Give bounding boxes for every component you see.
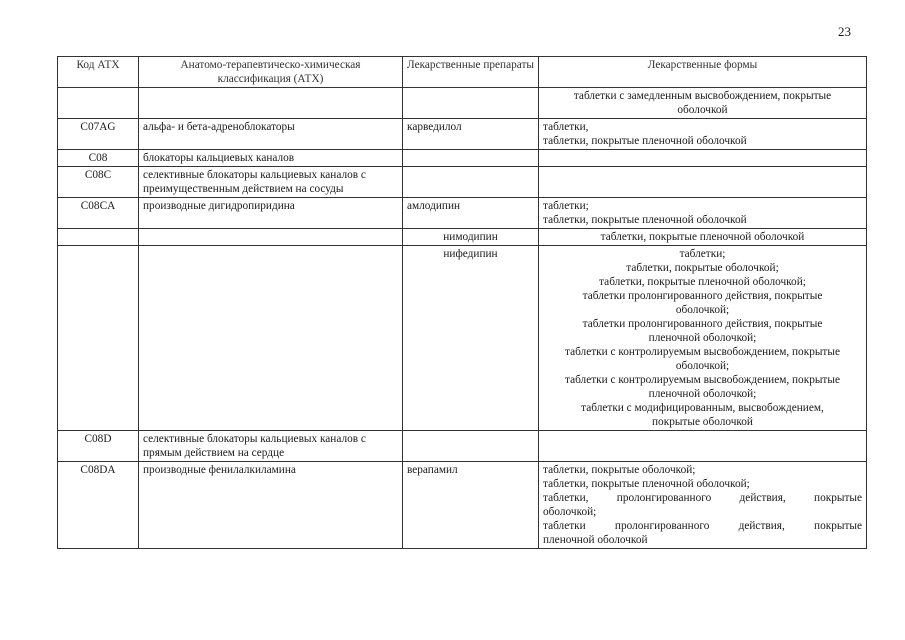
atx-name: производные фенилалкиламина <box>139 462 403 549</box>
header-classification: Анатомо-терапевтическо-химическая классификация (АТХ) <box>139 57 403 88</box>
dosage-form-line: пленочной оболочкой; <box>648 332 757 344</box>
dosage-form-line: таблетки с модифицированным, высвобождением, <box>581 402 824 414</box>
atx-name: производные дигидропиридина <box>139 198 403 229</box>
drug-name: нимодипин <box>403 229 539 246</box>
dosage-form-line: таблетки; <box>543 200 589 212</box>
dosage-form-line: таблетки, покрытые пленочной оболочкой <box>543 135 747 147</box>
drug-name: карведилол <box>403 119 539 150</box>
atx-name: альфа- и бета-адреноблокаторы <box>139 119 403 150</box>
atx-drug-table <box>57 56 867 549</box>
header-drugs: Лекарственные препараты <box>403 57 539 88</box>
dosage-forms <box>539 198 867 229</box>
dosage-form-line: таблетки, пролонгированного действия, покрытые <box>543 492 862 504</box>
atx-name: селективные блокаторы кальциевых каналов с преимущественным действием на сосуды <box>139 167 403 198</box>
drug-name <box>403 88 539 119</box>
atx-name <box>139 246 403 431</box>
drug-name <box>403 150 539 167</box>
dosage-forms <box>539 150 867 167</box>
dosage-form-line: таблетки пролонгированного действия, покрытые <box>582 318 823 330</box>
dosage-form-line: таблетки с контролируемым высвобождением, покрытые <box>565 374 840 386</box>
table-row <box>58 246 867 431</box>
table-header-row <box>58 57 867 88</box>
dosage-form-line: покрытые оболочкой <box>652 416 753 428</box>
dosage-form-line: таблетки, покрытые оболочкой; <box>626 262 779 274</box>
atx-code <box>58 88 139 119</box>
atx-name <box>139 229 403 246</box>
dosage-form-line: таблетки пролонгированного действия, покрытые <box>543 520 862 532</box>
table-row <box>58 462 867 549</box>
dosage-forms <box>539 167 867 198</box>
table-row <box>58 119 867 150</box>
dosage-form-line: таблетки с замедленным высвобождением, покрытые <box>573 90 832 102</box>
header-forms: Лекарственные формы <box>539 57 867 88</box>
header-code: Код АТХ <box>58 57 139 88</box>
dosage-forms <box>539 246 867 431</box>
dosage-form-line: оболочкой; <box>675 360 730 372</box>
drug-name <box>403 167 539 198</box>
dosage-form-line: таблетки, покрытые оболочкой; <box>543 464 696 476</box>
dosage-form-line: оболочкой; <box>543 506 597 518</box>
atx-code: C07AG <box>58 119 139 150</box>
atx-name <box>139 88 403 119</box>
dosage-form-line: пленочной оболочкой <box>543 534 648 546</box>
dosage-form-line: таблетки; <box>679 248 726 260</box>
drug-name: амлодипин <box>403 198 539 229</box>
table-row <box>58 229 867 246</box>
atx-code: C08D <box>58 431 139 462</box>
dosage-form-line: таблетки, покрытые пленочной оболочкой <box>600 231 805 243</box>
page-number: 23 <box>838 24 851 39</box>
atx-code: C08CA <box>58 198 139 229</box>
table-row <box>58 431 867 462</box>
drug-name: нифедипин <box>403 246 539 431</box>
drug-name <box>403 431 539 462</box>
table-row <box>58 198 867 229</box>
dosage-form-line: оболочкой; <box>675 304 730 316</box>
atx-name: блокаторы кальциевых каналов <box>139 150 403 167</box>
dosage-form-line: таблетки, <box>543 121 589 133</box>
dosage-forms <box>539 431 867 462</box>
dosage-forms <box>539 119 867 150</box>
atx-code: C08DA <box>58 462 139 549</box>
table-row <box>58 167 867 198</box>
dosage-forms <box>539 229 867 246</box>
drug-name: верапамил <box>403 462 539 549</box>
dosage-form-line: пленочной оболочкой; <box>648 388 757 400</box>
dosage-forms <box>539 88 867 119</box>
atx-code: C08 <box>58 150 139 167</box>
dosage-form-line: оболочкой <box>677 104 728 116</box>
atx-code <box>58 246 139 431</box>
table-row <box>58 150 867 167</box>
dosage-form-line: таблетки, покрытые пленочной оболочкой; <box>599 276 806 288</box>
atx-name: селективные блокаторы кальциевых каналов с прямым действием на сердце <box>139 431 403 462</box>
atx-code <box>58 229 139 246</box>
dosage-forms <box>539 462 867 549</box>
dosage-form-line: таблетки с контролируемым высвобождением, покрытые <box>565 346 840 358</box>
dosage-form-line: таблетки пролонгированного действия, покрытые <box>582 290 823 302</box>
dosage-form-line: таблетки, покрытые пленочной оболочкой; <box>543 478 750 490</box>
table-row <box>58 88 867 119</box>
atx-code: C08C <box>58 167 139 198</box>
dosage-form-line: таблетки, покрытые пленочной оболочкой <box>543 214 747 226</box>
